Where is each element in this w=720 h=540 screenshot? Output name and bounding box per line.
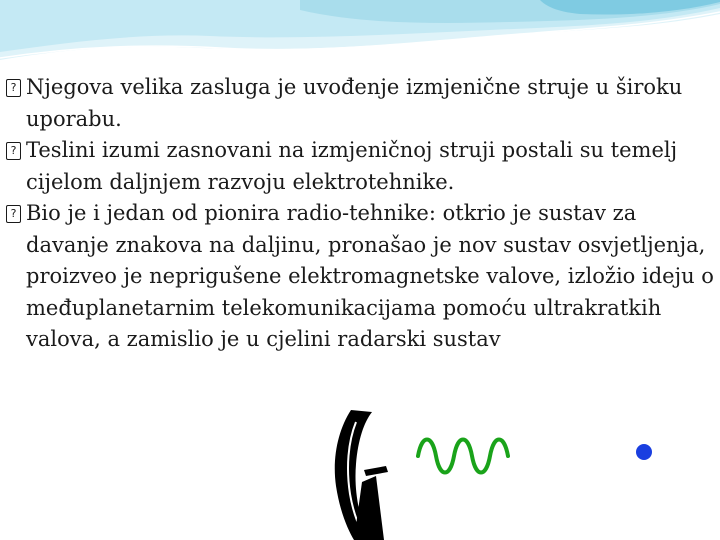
blue-dot-icon <box>636 444 652 460</box>
bullet-text: Teslini izumi zasnovani na izmjeničnoj struji postali su temelj cijelom daljnjem razvoju elektrotehnike. <box>26 138 678 194</box>
bullet-marker-icon: ? <box>6 142 21 160</box>
bullet-list <box>6 72 716 356</box>
radar-dish-icon <box>335 410 388 540</box>
header-wave-banner <box>0 0 720 70</box>
bullet-item <box>6 198 716 356</box>
bullet-item <box>6 72 716 135</box>
bullet-text: Bio je i jedan od pionira radio-tehnike: otkrio je sustav za davanje znakova na daljinu, pronašao je nov sustav osvjetljenja, proizveo je neprigušene elektromagnetske valove, izložio ideju o međuplanetarnim telekomunikacijama pomoću ultrakratkih valova, a zamislio je u cjelini radarski sustav <box>26 201 714 351</box>
bullet-marker-icon: ? <box>6 79 21 97</box>
bullet-marker-icon: ? <box>6 205 21 223</box>
sine-wave-icon <box>418 440 508 473</box>
radar-illustration <box>318 372 702 540</box>
bullet-item <box>6 135 716 198</box>
bullet-text: Njegova velika zasluga je uvođenje izmjenične struje u široku uporabu. <box>26 75 683 131</box>
